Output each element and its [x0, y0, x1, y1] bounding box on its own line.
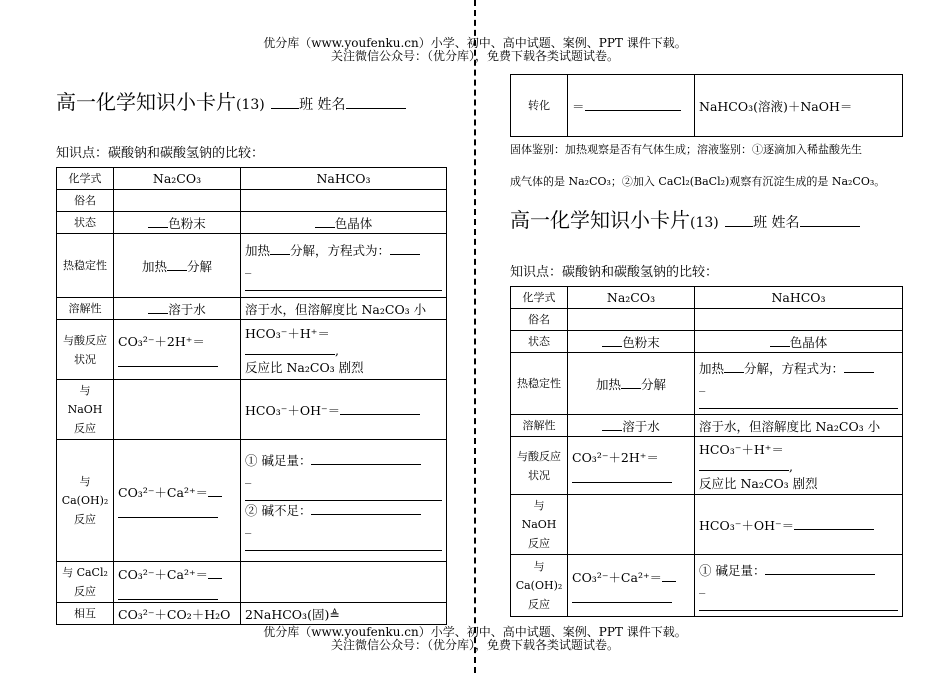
footer-line-1: 优分库（www.youfenku.cn）小学、初中、高中试题、案例、PPT 课件下载。 — [263, 625, 687, 639]
header-line-1: 优分库（www.youfenku.cn）小学、初中、高中试题、案例、PPT 课件下载。 — [263, 36, 687, 50]
card-title-right: 高一化学知识小卡片(13) 班 姓名 — [510, 204, 860, 233]
row-alias: 俗名 — [57, 190, 114, 212]
row-naoh: 与 NaOH 反应 — [57, 380, 114, 440]
row-mutual: 相互 — [57, 603, 114, 625]
footer-line-2: 关注微信公众号：（优分库），免费下载各类试题试卷。 — [330, 638, 619, 652]
identification-note-1: 固体鉴别：加热观察是否有气体生成；溶液鉴别：①逐滴加入稀盐酸先生 — [510, 143, 862, 156]
header-line-2: 关注微信公众号：（优分库），免费下载各类试题试卷。 — [330, 49, 619, 63]
row-state: 状态 — [57, 212, 114, 234]
col-na2co3: Na₂CO₃ — [114, 168, 241, 190]
conversion-table-right: 转化 ＝ NaHCO₃(溶液)＋NaOH＝ — [510, 74, 903, 137]
comparison-table-right: 化学式 Na₂CO₃ NaHCO₃ 俗名 状态 色粉末 色晶体 热稳定性 加热 分解 加热 分解，方程式为： _ 溶解性 溶于水 溶于水，但溶解度比 Na₂CO₃ 小 与酸反应状况 CO₃²⁻＋2H⁺＝ HCO₃⁻＋H⁺＝ , 反应比 Na₂CO₃ 剧烈 与 NaOH 反应 HCO₃⁻＋OH⁻＝ 与 Ca(OH)₂ 反应 CO₃²⁻＋Ca²⁺＝ ① 碱足量： _ — [510, 286, 903, 617]
comparison-table-left: 化学式 Na₂CO₃ NaHCO₃ 俗名 状态 色粉末 色晶体 热稳定性 加热 分解 加热 分解，方程式为： _ 溶解性 溶于水 溶于水，但溶解度比 Na₂CO₃ 小 与酸反应状况 CO₃²⁻＋2H⁺＝ HCO₃⁻＋H⁺＝ , 反应比 Na₂CO₃ 剧烈 与 NaOH 反应 HCO₃⁻＋OH⁻＝ 与 Ca(OH)₂ 反应 CO₃²⁻＋Ca²⁺＝ ① 碱足量： _ ② 碱不足： _ 与 CaCl₂ 反应 CO₃²⁻＋Ca²⁺＝ 相互 CO₃²⁻＋CO₂＋H₂O 2NaHCO₃(固)≜ — [56, 167, 447, 625]
header-formula: 化学式 — [57, 168, 114, 190]
col-nahco3: NaHCO₃ — [241, 168, 447, 190]
row-acid: 与酸反应状况 — [57, 320, 114, 380]
row-heat-stability: 热稳定性 — [57, 234, 114, 298]
identification-note-2: 成气体的是 Na₂CO₃；②加入 CaCl₂(BaCl₂)观察有沉淀生成的是 Na₂CO₃。 — [510, 175, 886, 188]
row-cacl2: 与 CaCl₂ 反应 — [57, 562, 114, 603]
row-caoh2: 与 Ca(OH)₂ 反应 — [57, 440, 114, 562]
row-solubility: 溶解性 — [57, 298, 114, 320]
row-conversion: 转化 — [511, 75, 568, 137]
card-title-left: 高一化学知识小卡片(13) 班 姓名 — [56, 86, 406, 115]
knowledge-point-left: 知识点：碳酸钠和碳酸氢钠的比较： — [56, 146, 265, 161]
page-divider — [474, 0, 476, 673]
knowledge-point-right: 知识点：碳酸钠和碳酸氢钠的比较： — [510, 265, 719, 280]
